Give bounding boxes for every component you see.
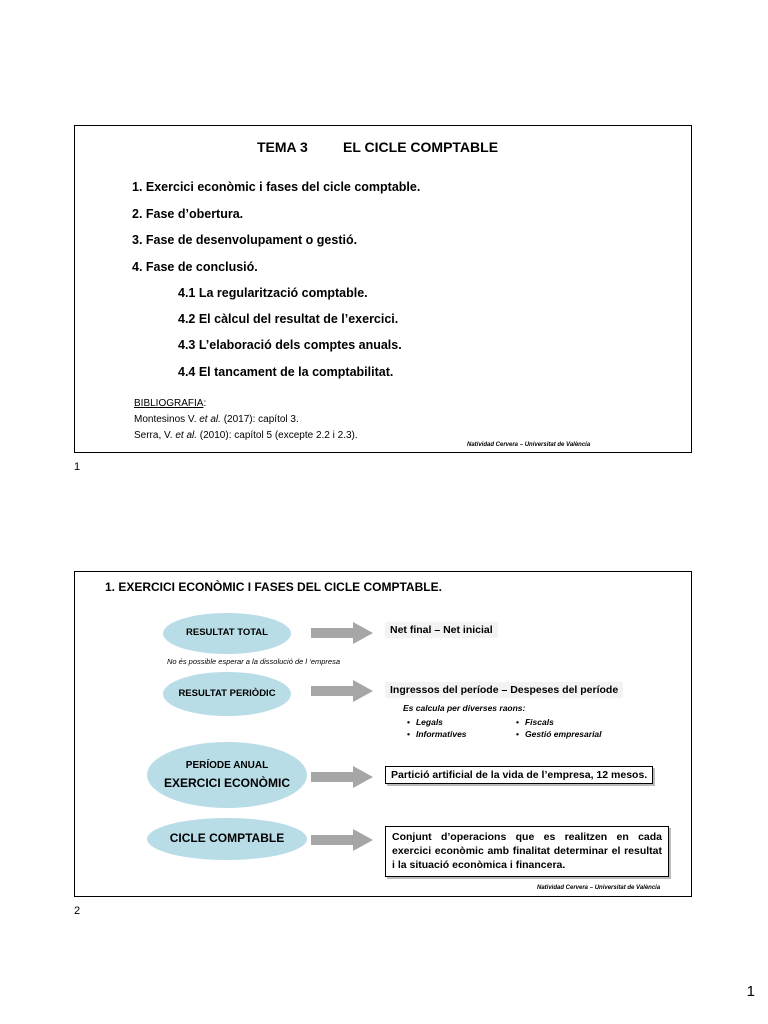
resultat-total-note: No és possible esperar a la dissolució de l ‘empresa — [167, 657, 341, 666]
slide-title: 1. EXERCICI ECONÒMIC I FASES DEL CICLE COMPTABLE. — [105, 580, 442, 594]
bibliography-ref-2: Serra, V. et al. (2010): capítol 5 (excepte 2.2 i 2.3). — [134, 430, 358, 441]
slide-1 — [74, 125, 692, 453]
author-footer: Natividad Cervera – Universitat de València — [537, 885, 661, 891]
slide-title-number: TEMA 3 — [257, 139, 308, 155]
slide-2 — [74, 571, 692, 897]
arrow-right-icon — [311, 829, 373, 851]
reason-item: • Fiscals — [516, 717, 554, 727]
resultat-periodic-ellipse — [163, 672, 291, 716]
periode-anual-label: PERÍODE ANUAL — [185, 759, 269, 771]
toc-subitem-4-3: 4.3 L’elaboració dels comptes anuals. — [178, 338, 402, 352]
exercici-economic-box: Partició artificial de la vida de l’empresa, 12 mesos. — [385, 766, 653, 784]
exercici-economic-label: EXERCICI ECONÒMIC — [163, 775, 290, 790]
slide-title: EL CICLE COMPTABLE — [343, 139, 499, 155]
toc-subitem-4-1: 4.1 La regularització comptable. — [178, 286, 368, 300]
arrow-right-icon — [311, 622, 373, 644]
cicle-comptable-box: Conjunt d’operacions que es realitzen en cada exercici econòmic amb finalitat determinar el resultat i la situació econòmica i financera. — [385, 826, 669, 877]
resultat-periodic-box: Ingressos del període – Despeses del període — [385, 682, 623, 698]
toc-subitem-4-2: 4.2 El càlcul del resultat de l’exercici. — [178, 312, 399, 326]
bibliography-heading: BIBLIOGRAFIA: — [134, 398, 207, 409]
resultat-total-label: RESULTAT TOTAL — [186, 627, 268, 639]
toc-item-4: 4. Fase de conclusió. — [132, 260, 258, 274]
arrow-right-icon — [311, 766, 373, 788]
page-number: 1 — [746, 983, 755, 1000]
arrow-right-icon — [311, 680, 373, 702]
slide-number: 1 — [74, 461, 81, 473]
slide-number: 2 — [74, 905, 81, 917]
reason-item: • Legals — [407, 717, 443, 727]
toc-subitem-4-4: 4.4 El tancament de la comptabilitat. — [178, 365, 394, 379]
cicle-comptable-label: CICLE COMPTABLE — [169, 831, 285, 846]
resultat-total-ellipse — [163, 613, 291, 654]
toc-item-2: 2. Fase d’obertura. — [132, 207, 244, 221]
author-footer: Natividad Cervera – Universitat de València — [467, 442, 591, 448]
toc-item-3: 3. Fase de desenvolupament o gestió. — [132, 233, 358, 247]
cicle-comptable-ellipse — [147, 818, 307, 860]
bibliography-ref-1: Montesinos V. et al. (2017): capítol 3. — [134, 414, 299, 425]
reasons-heading: Es calcula per diverses raons: — [403, 703, 526, 713]
toc-item-1: 1. Exercici econòmic i fases del cicle comptable. — [132, 180, 421, 194]
resultat-periodic-label: RESULTAT PERIÒDIC — [178, 687, 276, 699]
reason-item: • Gestió empresarial — [516, 729, 602, 739]
resultat-total-box: Net final – Net inicial — [385, 622, 498, 638]
reason-item: • Informatives — [407, 729, 467, 739]
exercici-economic-ellipse — [147, 742, 307, 808]
